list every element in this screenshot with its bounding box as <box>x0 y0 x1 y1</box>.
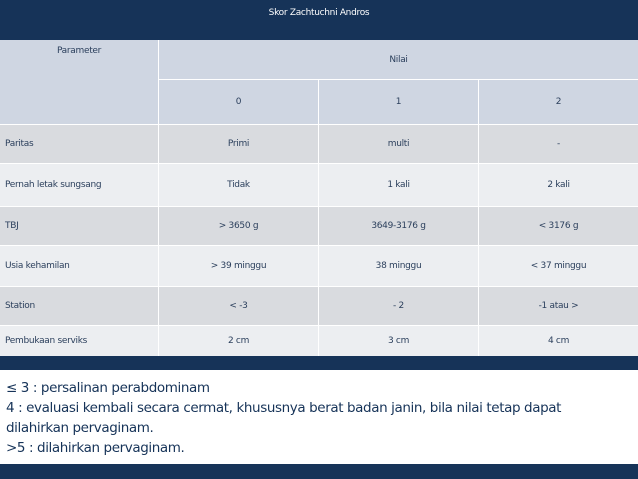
table-title-text: Skor Zachtuchni Andros <box>268 8 370 18</box>
table-row-usia-v1: 38 minggu <box>319 246 478 286</box>
table-title <box>0 0 638 40</box>
note-line-2: 4 : evaluasi kembali secara cermat, khususnya berat badan janin, bila nilai tetap dapat <box>6 400 562 416</box>
table-row-serviks-v2: 4 cm <box>479 326 638 356</box>
table-row-sungsang-v1: 1 kali <box>319 164 478 206</box>
table-row-sungsang-param: Pernah letak sungsang <box>0 164 158 206</box>
table-row-tbj-v0: > 3650 g <box>159 207 318 245</box>
table-row-tbj-v2: < 3176 g <box>479 207 638 245</box>
header-score-1: 1 <box>319 80 478 124</box>
table-row-usia-param: Usia kehamilan <box>0 246 158 286</box>
note-line-3: dilahirkan pervaginam. <box>6 420 154 436</box>
header-score-2: 2 <box>479 80 638 124</box>
table-row-usia-v0: > 39 minggu <box>159 246 318 286</box>
table-row-station-v2: -1 atau > <box>479 287 638 325</box>
table-row-sungsang-v2: 2 kali <box>479 164 638 206</box>
table-row-paritas-v1: multi <box>319 125 478 163</box>
table-row-paritas-param: Paritas <box>0 125 158 163</box>
table-row-serviks-param: Pembukaan serviks <box>0 326 158 356</box>
table-row-station-v0: < -3 <box>159 287 318 325</box>
scoring-notes <box>0 370 638 464</box>
header-parameter: Parameter <box>0 40 158 124</box>
header-score-0: 0 <box>159 80 318 124</box>
table-row-paritas-v2: - <box>479 125 638 163</box>
table-row-paritas-v0: Primi <box>159 125 318 163</box>
table-row-serviks-v1: 3 cm <box>319 326 478 356</box>
note-line-4: >5 : dilahirkan pervaginam. <box>6 440 185 456</box>
note-line-1: ≤ 3 : persalinan perabdominam <box>6 380 210 396</box>
table-row-serviks-v0: 2 cm <box>159 326 318 356</box>
table-row-station-v1: - 2 <box>319 287 478 325</box>
header-nilai: Nilai <box>159 40 638 79</box>
table-row-tbj-param: TBJ <box>0 207 158 245</box>
table-row-usia-v2: < 37 minggu <box>479 246 638 286</box>
table-row-tbj-v1: 3649-3176 g <box>319 207 478 245</box>
table-row-station-param: Station <box>0 287 158 325</box>
table-row-sungsang-v0: Tidak <box>159 164 318 206</box>
